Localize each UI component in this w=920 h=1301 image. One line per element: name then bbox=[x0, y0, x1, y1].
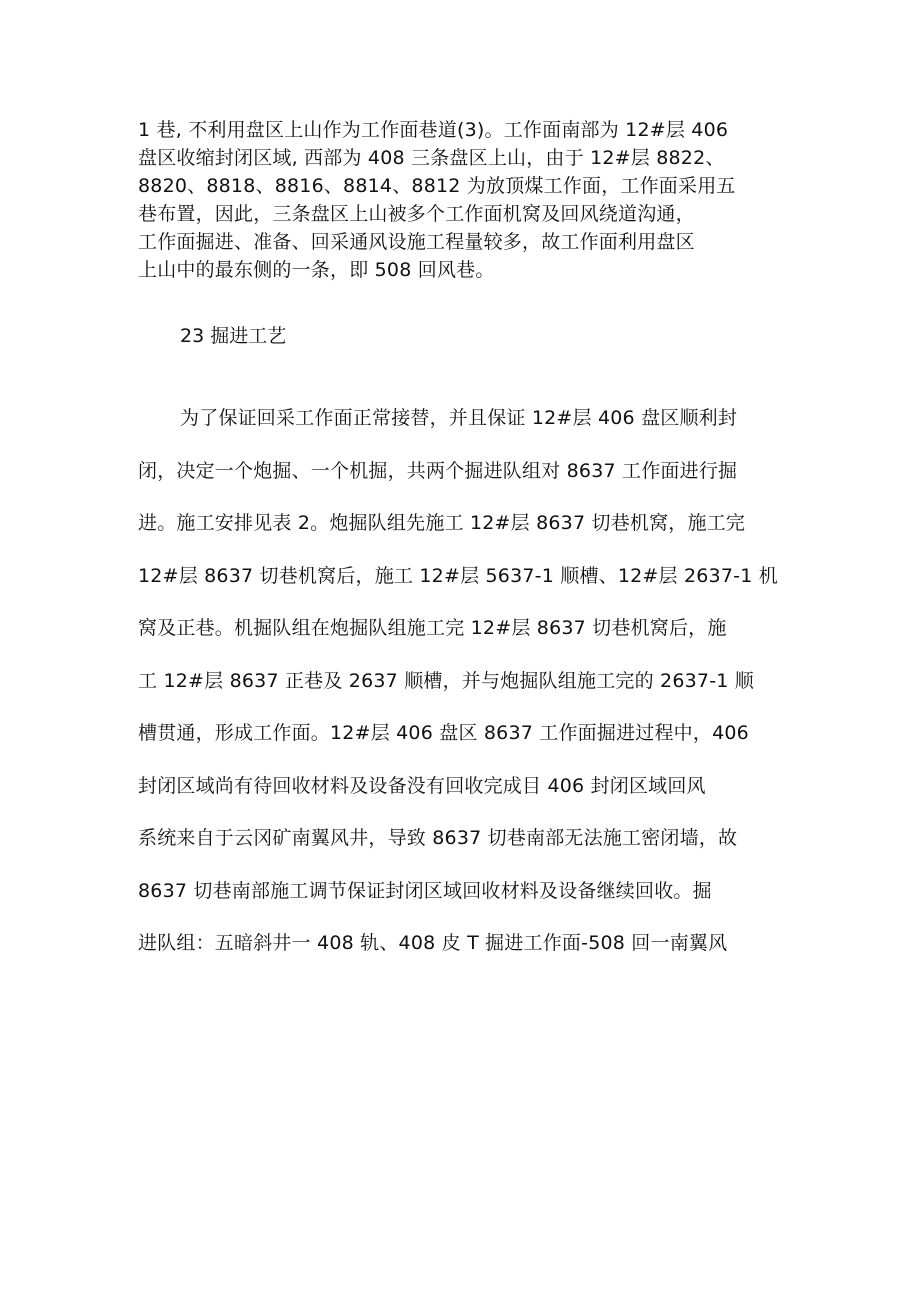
paragraph-line: 8637 切巷南部施工调节保证封闭区域回收材料及设备继续回收。掘 bbox=[138, 879, 712, 902]
paragraph-line: 闭，决定一个炮掘、一个机掘，共两个掘进队组对 8637 工作面进行掘 bbox=[138, 459, 738, 482]
paragraph-line: 为了保证回采工作面正常接替，并且保证 12#层 406 盘区顺利封 bbox=[180, 407, 738, 429]
paragraph-line: 12#层 8637 切巷机窝后，施工 12#层 5637-1 顺槽、12#层 2637-1 机 bbox=[138, 564, 778, 587]
paragraph-line: 工作面掘进、准备、回采通风设施工程量较多，故工作面利用盘区 bbox=[138, 231, 695, 253]
section-heading: 23 掘进工艺 bbox=[180, 325, 287, 347]
paragraph-1 bbox=[138, 116, 788, 284]
paragraph-line: 进。施工安排见表 2。炮掘队组先施工 12#层 8637 切巷机窝，施工完 bbox=[138, 512, 746, 534]
paragraph-line: 槽贯通，形成工作面。12#层 406 盘区 8637 工作面掘进过程中，406 bbox=[138, 722, 749, 744]
paragraph-line: 封闭区域尚有待回收材料及设备没有回收完成目 406 封闭区域回风 bbox=[138, 774, 706, 797]
paragraph-line: 1 巷, 不利用盘区上山作为工作面巷道(3)。工作面南部为 12#层 406 bbox=[138, 119, 729, 141]
paragraph-line: 进队组：五暗斜井一 408 轨、408 皮 T 掘进工作面-508 回一南翼风 bbox=[138, 932, 728, 954]
paragraph-line: 巷布置，因此，三条盘区上山被多个工作面机窝及回风绕道沟通， bbox=[138, 203, 695, 225]
paragraph-line: 盘区收缩封闭区域, 西部为 408 三条盘区上山，由于 12#层 8822、 bbox=[138, 147, 725, 169]
paragraph-line: 窝及正巷。机掘队组在炮掘队组施工完 12#层 8637 切巷机窝后，施 bbox=[138, 617, 727, 639]
paragraph-line: 工 12#层 8637 正巷及 2637 顺槽，并与炮掘队组施工完的 2637-1 顺 bbox=[138, 669, 754, 692]
paragraph-line: 8820、8818、8816、8814、8812 为放顶煤工作面，工作面采用五 bbox=[138, 175, 736, 197]
paragraph-line: 系统来自于云冈矿南翼风井，导致 8637 切巷南部无法施工密闭墙，故 bbox=[138, 827, 738, 849]
paragraph-line: 上山中的最东侧的一条，即 508 回风巷。 bbox=[138, 259, 495, 281]
paragraph-2 bbox=[138, 392, 788, 970]
